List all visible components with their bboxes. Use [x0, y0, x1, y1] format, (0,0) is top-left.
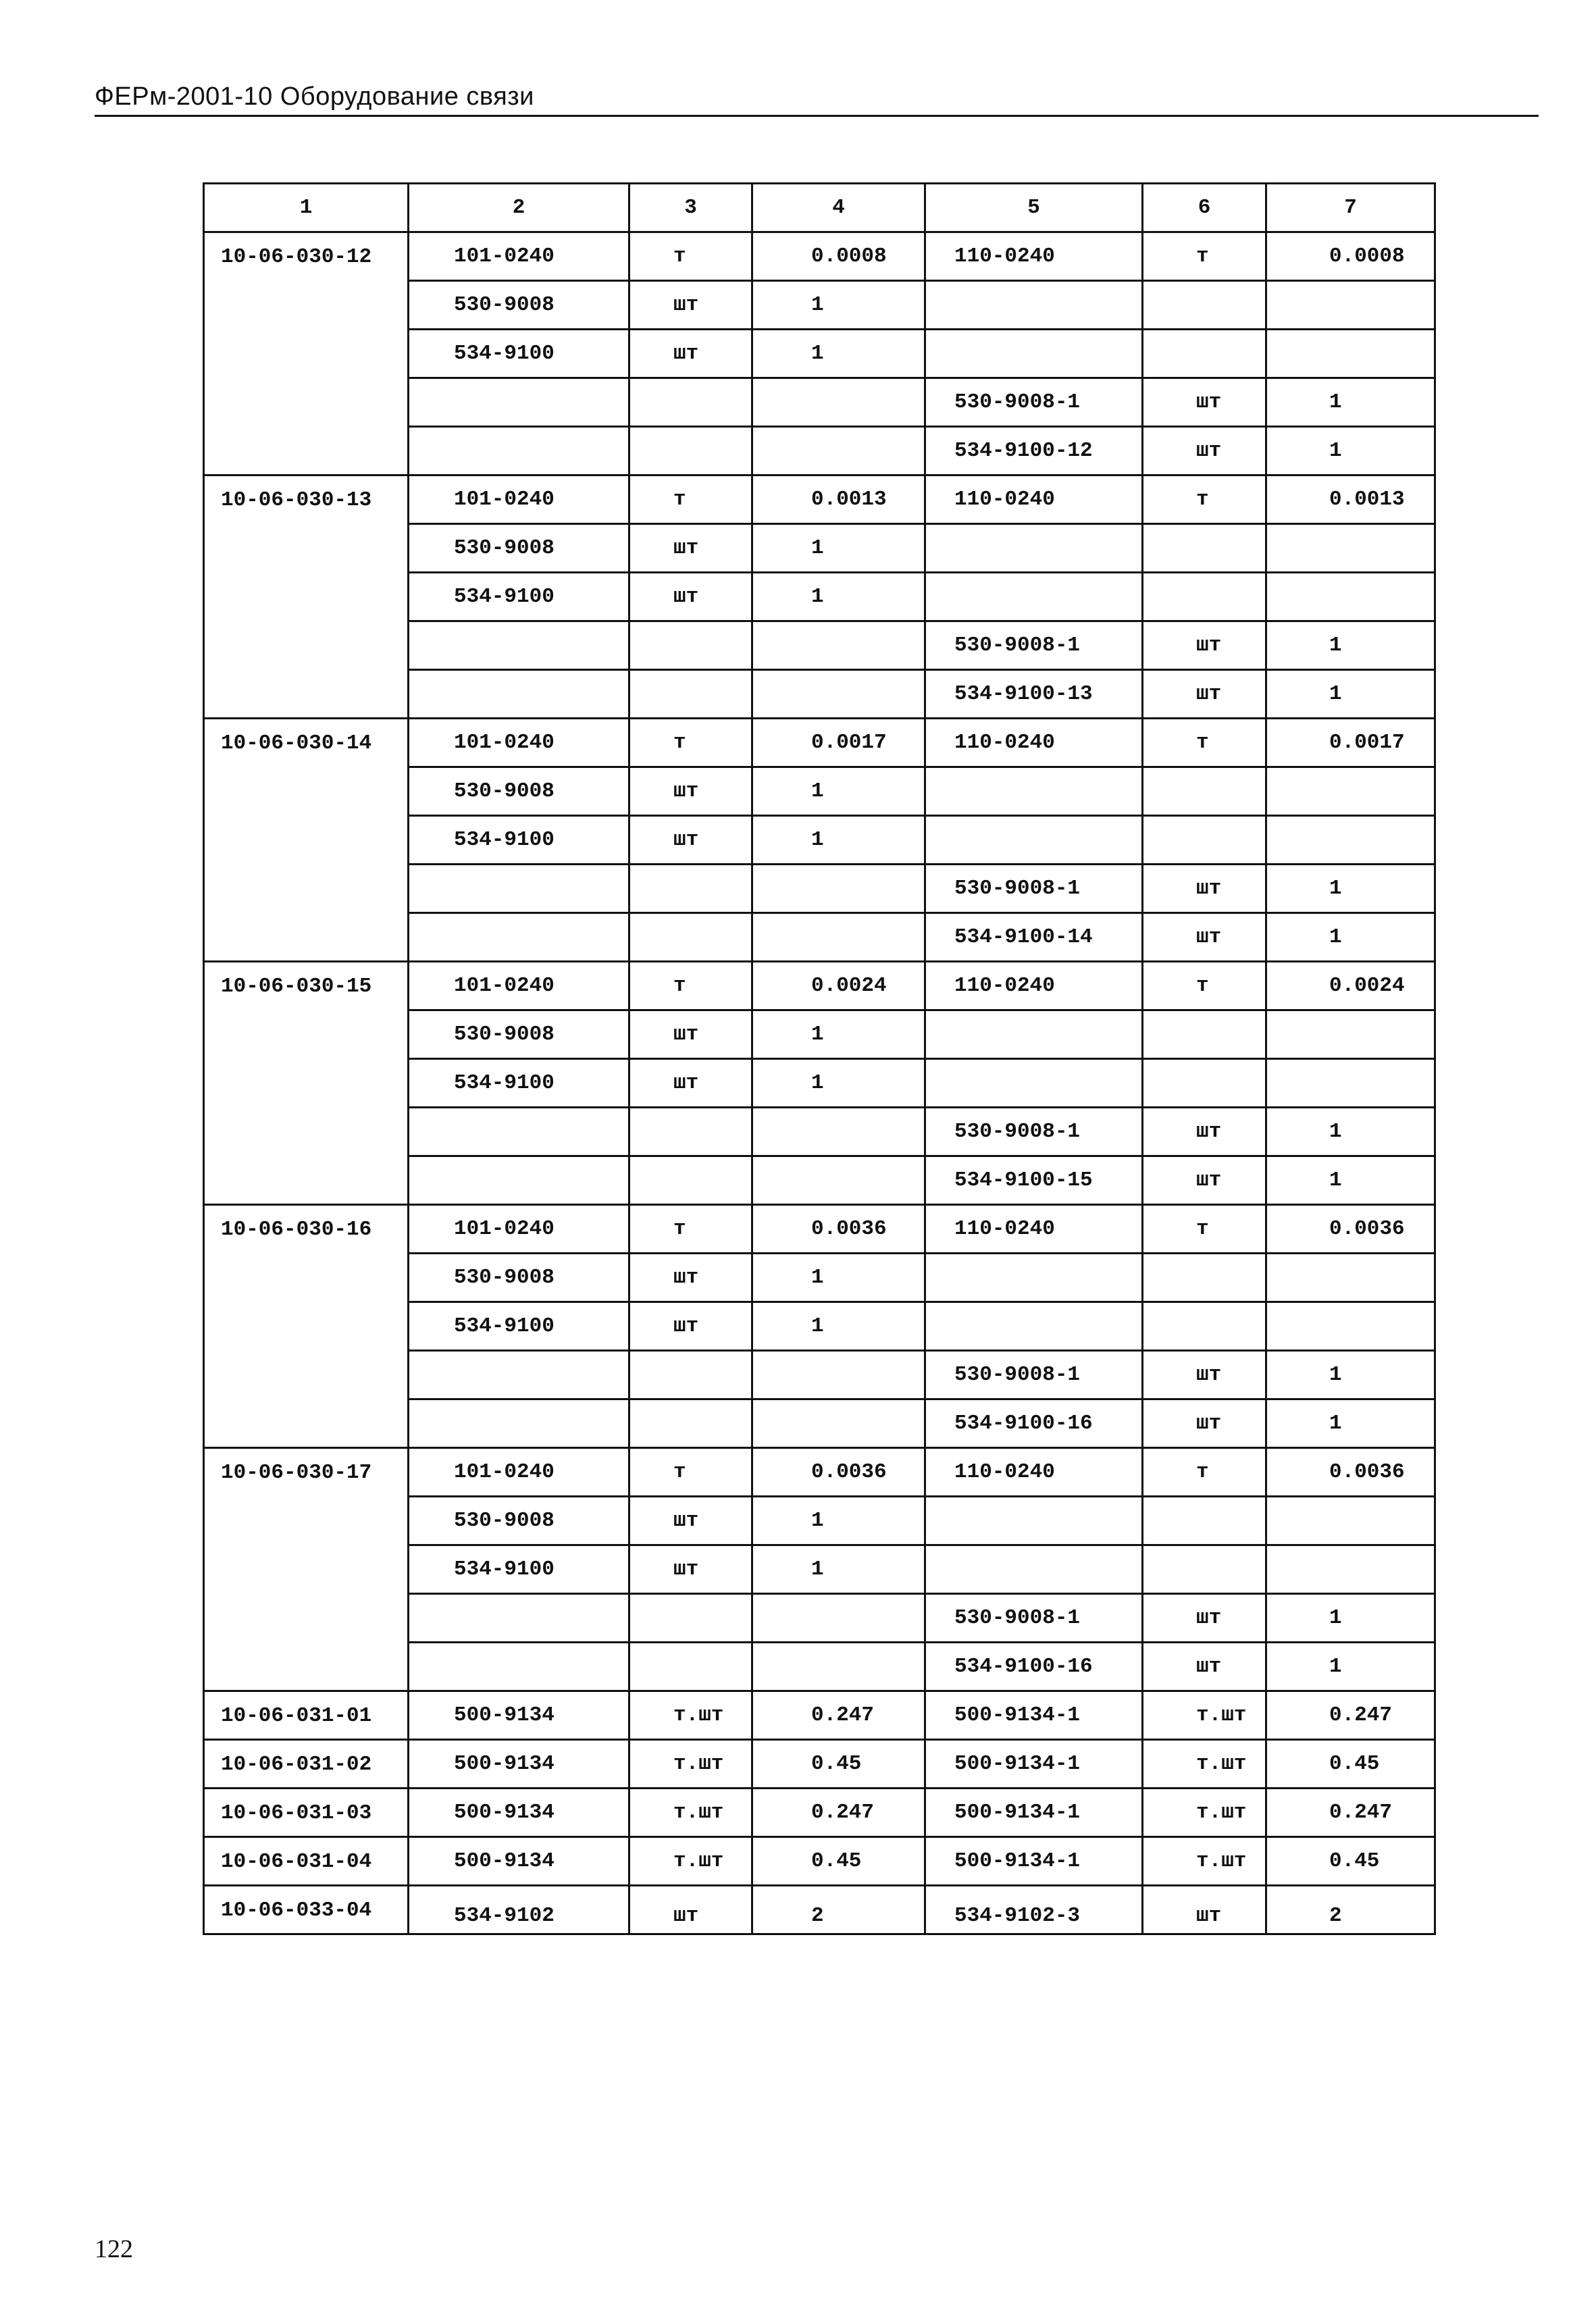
table-row — [204, 1059, 1435, 1108]
table-cell: шт — [1143, 621, 1266, 670]
table-cell: шт — [629, 816, 752, 865]
table-cell: шт — [1143, 1886, 1266, 1934]
table-cell — [925, 281, 1143, 330]
table-cell: 101-0240 — [409, 1205, 629, 1254]
table-row — [204, 1205, 1435, 1254]
row-code: 10-06-030-12 — [204, 232, 409, 281]
table-cell: 110-0240 — [925, 475, 1143, 524]
table-cell: 0.0013 — [752, 475, 925, 524]
table-cell: шт — [629, 1059, 752, 1108]
table-cell: 534-9102 — [409, 1886, 629, 1934]
row-code-continuation — [204, 767, 409, 816]
table-cell — [752, 1108, 925, 1156]
table-cell — [925, 1545, 1143, 1594]
table-cell — [629, 1351, 752, 1399]
table-cell — [629, 1156, 752, 1205]
row-code: 10-06-031-04 — [204, 1837, 409, 1886]
table-row — [204, 232, 1435, 281]
table-row — [204, 816, 1435, 865]
table-cell: шт — [1143, 1108, 1266, 1156]
table-cell: 101-0240 — [409, 719, 629, 767]
table-cell: 1 — [1266, 1108, 1435, 1156]
resource-table — [203, 182, 1436, 1935]
table-cell: 101-0240 — [409, 1448, 629, 1497]
table-row — [204, 1302, 1435, 1351]
row-code: 10-06-030-16 — [204, 1205, 409, 1254]
table-cell — [1266, 1010, 1435, 1059]
table-row — [204, 1351, 1435, 1399]
table-row — [204, 1399, 1435, 1448]
table-cell — [409, 1156, 629, 1205]
table-row — [204, 1837, 1435, 1886]
table-cell: 534-9100-14 — [925, 913, 1143, 962]
row-code: 10-06-033-04 — [204, 1886, 409, 1934]
table-cell — [1143, 1059, 1266, 1108]
table-cell: 0.0017 — [1266, 719, 1435, 767]
table-cell: 530-9008 — [409, 767, 629, 816]
table-row — [204, 767, 1435, 816]
table-cell: 2 — [752, 1886, 925, 1934]
table-cell: 110-0240 — [925, 719, 1143, 767]
table-cell — [752, 378, 925, 427]
table-row — [204, 427, 1435, 475]
column-header: 5 — [925, 184, 1143, 232]
table-row — [204, 621, 1435, 670]
table-cell: 0.0036 — [1266, 1205, 1435, 1254]
table-cell: 530-9008 — [409, 281, 629, 330]
row-code-continuation — [204, 670, 409, 719]
row-code-continuation — [204, 330, 409, 378]
table-cell — [629, 1108, 752, 1156]
table-cell: 1 — [752, 1302, 925, 1351]
table-cell: 0.0036 — [1266, 1448, 1435, 1497]
table-cell: 0.0024 — [1266, 962, 1435, 1010]
table-cell — [409, 378, 629, 427]
row-code-continuation — [204, 816, 409, 865]
column-header: 1 — [204, 184, 409, 232]
table-cell: т — [1143, 475, 1266, 524]
table-cell — [629, 621, 752, 670]
table-cell: 530-9008-1 — [925, 1594, 1143, 1643]
table-cell: 2 — [1266, 1886, 1435, 1934]
table-cell — [409, 427, 629, 475]
row-code-continuation — [204, 1254, 409, 1302]
table-cell — [1143, 816, 1266, 865]
table-cell: 1 — [1266, 427, 1435, 475]
column-header: 2 — [409, 184, 629, 232]
table-row — [204, 573, 1435, 621]
table-cell: шт — [629, 1545, 752, 1594]
table-cell: 0.0036 — [752, 1448, 925, 1497]
table-cell — [1143, 767, 1266, 816]
row-code-continuation — [204, 524, 409, 573]
table-cell — [925, 1010, 1143, 1059]
table-cell: 1 — [752, 1010, 925, 1059]
row-code: 10-06-031-02 — [204, 1740, 409, 1789]
table-cell: 1 — [752, 816, 925, 865]
table-cell — [752, 1351, 925, 1399]
table-cell: 0.0017 — [752, 719, 925, 767]
table-row — [204, 962, 1435, 1010]
table-cell: шт — [629, 1497, 752, 1545]
table-cell: 500-9134-1 — [925, 1789, 1143, 1837]
table-cell: 1 — [752, 573, 925, 621]
table-cell: шт — [629, 330, 752, 378]
table-cell: т — [1143, 719, 1266, 767]
table-body — [204, 232, 1435, 1934]
table-row — [204, 865, 1435, 913]
table-cell — [1266, 573, 1435, 621]
table-cell: 0.45 — [752, 1837, 925, 1886]
table-row — [204, 1254, 1435, 1302]
table-cell — [1266, 281, 1435, 330]
table-row — [204, 719, 1435, 767]
row-code-continuation — [204, 1399, 409, 1448]
row-code-continuation — [204, 865, 409, 913]
table-cell — [1143, 281, 1266, 330]
table-row — [204, 1108, 1435, 1156]
table-cell: 1 — [752, 1059, 925, 1108]
table-cell: 530-9008-1 — [925, 621, 1143, 670]
row-code: 10-06-031-01 — [204, 1691, 409, 1740]
table-cell — [925, 524, 1143, 573]
table-cell: т.шт — [629, 1837, 752, 1886]
table-cell: шт — [1143, 1399, 1266, 1448]
table-row — [204, 281, 1435, 330]
table-cell — [629, 1643, 752, 1691]
table-cell: 534-9102-3 — [925, 1886, 1143, 1934]
table-cell — [925, 816, 1143, 865]
table-cell — [629, 913, 752, 962]
table-cell — [1266, 816, 1435, 865]
table-cell — [409, 1399, 629, 1448]
table-row — [204, 1740, 1435, 1789]
table-cell: шт — [629, 1886, 752, 1934]
table-cell: 0.247 — [1266, 1691, 1435, 1740]
table-cell: 1 — [1266, 1156, 1435, 1205]
table-cell: 500-9134 — [409, 1740, 629, 1789]
table-cell: т — [629, 1205, 752, 1254]
table-cell: 530-9008 — [409, 1254, 629, 1302]
table-cell: т — [1143, 232, 1266, 281]
table-cell: шт — [629, 281, 752, 330]
table-cell: 534-9100 — [409, 816, 629, 865]
table-cell — [409, 1643, 629, 1691]
table-cell: 1 — [1266, 1594, 1435, 1643]
table-cell: 1 — [752, 524, 925, 573]
table-cell: 0.45 — [1266, 1837, 1435, 1886]
table-cell — [409, 1108, 629, 1156]
table-cell: 534-9100-13 — [925, 670, 1143, 719]
table-cell: т.шт — [629, 1740, 752, 1789]
table-cell — [629, 1399, 752, 1448]
row-code: 10-06-030-13 — [204, 475, 409, 524]
table-cell: 530-9008 — [409, 1010, 629, 1059]
table-cell — [752, 1594, 925, 1643]
table-cell: 0.45 — [1266, 1740, 1435, 1789]
row-code-continuation — [204, 621, 409, 670]
table-cell: т.шт — [629, 1691, 752, 1740]
table-cell — [1266, 330, 1435, 378]
table-cell: 1 — [752, 1545, 925, 1594]
table-cell: 110-0240 — [925, 1205, 1143, 1254]
table-row — [204, 913, 1435, 962]
table-cell: шт — [629, 767, 752, 816]
table-cell: 530-9008 — [409, 524, 629, 573]
table-cell — [752, 670, 925, 719]
table-cell: 0.0024 — [752, 962, 925, 1010]
table-cell: 500-9134 — [409, 1837, 629, 1886]
table-cell: т.шт — [1143, 1789, 1266, 1837]
table-cell: 101-0240 — [409, 962, 629, 1010]
table-cell: 101-0240 — [409, 232, 629, 281]
table-cell: 534-9100 — [409, 1302, 629, 1351]
table-cell: 110-0240 — [925, 962, 1143, 1010]
table-cell: 1 — [752, 1497, 925, 1545]
page-header-title: ФЕРм-2001-10 Оборудование связи — [95, 82, 534, 111]
table-cell: 0.0008 — [752, 232, 925, 281]
row-code-continuation — [204, 1059, 409, 1108]
row-code: 10-06-031-03 — [204, 1789, 409, 1837]
table-cell: шт — [1143, 1351, 1266, 1399]
table-cell: 500-9134 — [409, 1789, 629, 1837]
table-cell — [925, 1497, 1143, 1545]
table-row — [204, 1789, 1435, 1837]
table-cell: 1 — [1266, 670, 1435, 719]
table-cell — [752, 913, 925, 962]
table-cell — [925, 330, 1143, 378]
table-row — [204, 1594, 1435, 1643]
table-cell: шт — [629, 573, 752, 621]
table-cell: 0.0013 — [1266, 475, 1435, 524]
table-cell — [409, 913, 629, 962]
table-cell: 1 — [1266, 1399, 1435, 1448]
table-cell — [925, 767, 1143, 816]
table-cell — [1143, 1010, 1266, 1059]
table-cell — [1266, 1254, 1435, 1302]
table-cell: шт — [1143, 670, 1266, 719]
table-cell — [409, 1351, 629, 1399]
table-cell: 534-9100-15 — [925, 1156, 1143, 1205]
table-cell — [1266, 767, 1435, 816]
row-code-continuation — [204, 1302, 409, 1351]
row-code: 10-06-030-15 — [204, 962, 409, 1010]
table-cell: 534-9100-16 — [925, 1399, 1143, 1448]
table-row — [204, 1497, 1435, 1545]
table-cell — [1143, 1254, 1266, 1302]
table-cell — [629, 1594, 752, 1643]
table-cell: шт — [1143, 1156, 1266, 1205]
table-cell: 530-9008-1 — [925, 1351, 1143, 1399]
table-cell — [629, 865, 752, 913]
row-code-continuation — [204, 1108, 409, 1156]
table-cell: 500-9134 — [409, 1691, 629, 1740]
row-code-continuation — [204, 573, 409, 621]
row-code-continuation — [204, 1351, 409, 1399]
table-cell: шт — [1143, 427, 1266, 475]
table-cell: т — [1143, 1448, 1266, 1497]
table-cell — [752, 1156, 925, 1205]
table-cell: 1 — [1266, 621, 1435, 670]
table-cell: 530-9008-1 — [925, 378, 1143, 427]
table-row — [204, 1010, 1435, 1059]
row-code-continuation — [204, 281, 409, 330]
table-cell: шт — [1143, 1594, 1266, 1643]
table-cell: шт — [629, 1254, 752, 1302]
table-cell — [925, 1254, 1143, 1302]
table-row — [204, 1643, 1435, 1691]
table-cell: 0.0036 — [752, 1205, 925, 1254]
table-cell: шт — [1143, 1643, 1266, 1691]
table-cell: т — [629, 232, 752, 281]
table-cell: 500-9134-1 — [925, 1691, 1143, 1740]
table-cell — [1143, 1545, 1266, 1594]
table-cell — [629, 427, 752, 475]
table-cell: 0.45 — [752, 1740, 925, 1789]
table-cell: 500-9134-1 — [925, 1837, 1143, 1886]
table-cell: 1 — [1266, 1643, 1435, 1691]
table-cell: 1 — [1266, 865, 1435, 913]
table-row — [204, 475, 1435, 524]
table-cell: т.шт — [1143, 1837, 1266, 1886]
table-row — [204, 330, 1435, 378]
table-cell: 1 — [1266, 378, 1435, 427]
row-code-continuation — [204, 1010, 409, 1059]
table-cell: т — [629, 1448, 752, 1497]
table-header-row — [204, 184, 1435, 232]
table-cell — [629, 378, 752, 427]
column-header: 7 — [1266, 184, 1435, 232]
row-code: 10-06-030-14 — [204, 719, 409, 767]
table-cell — [1266, 1497, 1435, 1545]
table-cell: шт — [1143, 378, 1266, 427]
table-cell: 534-9100 — [409, 1059, 629, 1108]
table-cell — [409, 1594, 629, 1643]
row-code-continuation — [204, 1643, 409, 1691]
table-cell: 534-9100 — [409, 330, 629, 378]
table-cell: 1 — [752, 330, 925, 378]
table-cell: 534-9100 — [409, 573, 629, 621]
table-cell: 1 — [752, 281, 925, 330]
table-cell: т.шт — [1143, 1740, 1266, 1789]
table-row — [204, 1886, 1435, 1934]
row-code-continuation — [204, 378, 409, 427]
row-code-continuation — [204, 1545, 409, 1594]
table-cell — [925, 1059, 1143, 1108]
table-row — [204, 1448, 1435, 1497]
table-cell: шт — [629, 524, 752, 573]
table-row — [204, 1156, 1435, 1205]
table-cell — [1143, 330, 1266, 378]
row-code-continuation — [204, 913, 409, 962]
table-cell: 534-9100 — [409, 1545, 629, 1594]
table-cell: 0.247 — [752, 1691, 925, 1740]
table-cell — [752, 621, 925, 670]
table-row — [204, 670, 1435, 719]
table-cell — [752, 1399, 925, 1448]
row-code-continuation — [204, 1594, 409, 1643]
table-cell: 500-9134-1 — [925, 1740, 1143, 1789]
table-cell: 110-0240 — [925, 232, 1143, 281]
row-code-continuation — [204, 1156, 409, 1205]
table-cell: 101-0240 — [409, 475, 629, 524]
table-cell: 530-9008-1 — [925, 865, 1143, 913]
table-cell: 534-9100-16 — [925, 1643, 1143, 1691]
row-code-continuation — [204, 1497, 409, 1545]
table-cell — [629, 670, 752, 719]
table-cell — [925, 573, 1143, 621]
table-cell — [409, 865, 629, 913]
table-cell: т — [629, 719, 752, 767]
table-cell — [1143, 573, 1266, 621]
table-row — [204, 1545, 1435, 1594]
table-cell: 530-9008 — [409, 1497, 629, 1545]
table-cell: шт — [1143, 913, 1266, 962]
column-header: 4 — [752, 184, 925, 232]
table-cell: 1 — [752, 1254, 925, 1302]
column-header: 6 — [1143, 184, 1266, 232]
table-cell — [409, 670, 629, 719]
table-cell: 1 — [1266, 913, 1435, 962]
column-header: 3 — [629, 184, 752, 232]
row-code-continuation — [204, 427, 409, 475]
table-cell — [1266, 1302, 1435, 1351]
table-cell: 1 — [1266, 1351, 1435, 1399]
table-cell: т — [1143, 962, 1266, 1010]
table-cell: 530-9008-1 — [925, 1108, 1143, 1156]
table-cell — [1266, 1545, 1435, 1594]
table-row — [204, 378, 1435, 427]
table-cell — [1266, 1059, 1435, 1108]
table-cell — [1143, 524, 1266, 573]
table-cell: 1 — [752, 767, 925, 816]
table-cell: т.шт — [1143, 1691, 1266, 1740]
table-cell: т — [629, 475, 752, 524]
table-cell: т — [629, 962, 752, 1010]
table-cell — [752, 427, 925, 475]
table-cell: шт — [629, 1302, 752, 1351]
table-cell — [1143, 1497, 1266, 1545]
page-number: 122 — [95, 2235, 133, 2263]
table-cell: 534-9100-12 — [925, 427, 1143, 475]
table-cell — [752, 1643, 925, 1691]
header-rule — [95, 115, 1539, 117]
table-cell: т.шт — [629, 1789, 752, 1837]
table-cell: т — [1143, 1205, 1266, 1254]
table-cell — [409, 621, 629, 670]
table-cell — [752, 865, 925, 913]
table-cell — [1266, 524, 1435, 573]
table-cell: 0.0008 — [1266, 232, 1435, 281]
table-row — [204, 1691, 1435, 1740]
table-cell — [925, 1302, 1143, 1351]
table-row — [204, 524, 1435, 573]
table-cell: шт — [1143, 865, 1266, 913]
table-cell: шт — [629, 1010, 752, 1059]
table-cell: 0.247 — [1266, 1789, 1435, 1837]
table-cell — [1143, 1302, 1266, 1351]
row-code: 10-06-030-17 — [204, 1448, 409, 1497]
table-cell: 110-0240 — [925, 1448, 1143, 1497]
table-cell: 0.247 — [752, 1789, 925, 1837]
